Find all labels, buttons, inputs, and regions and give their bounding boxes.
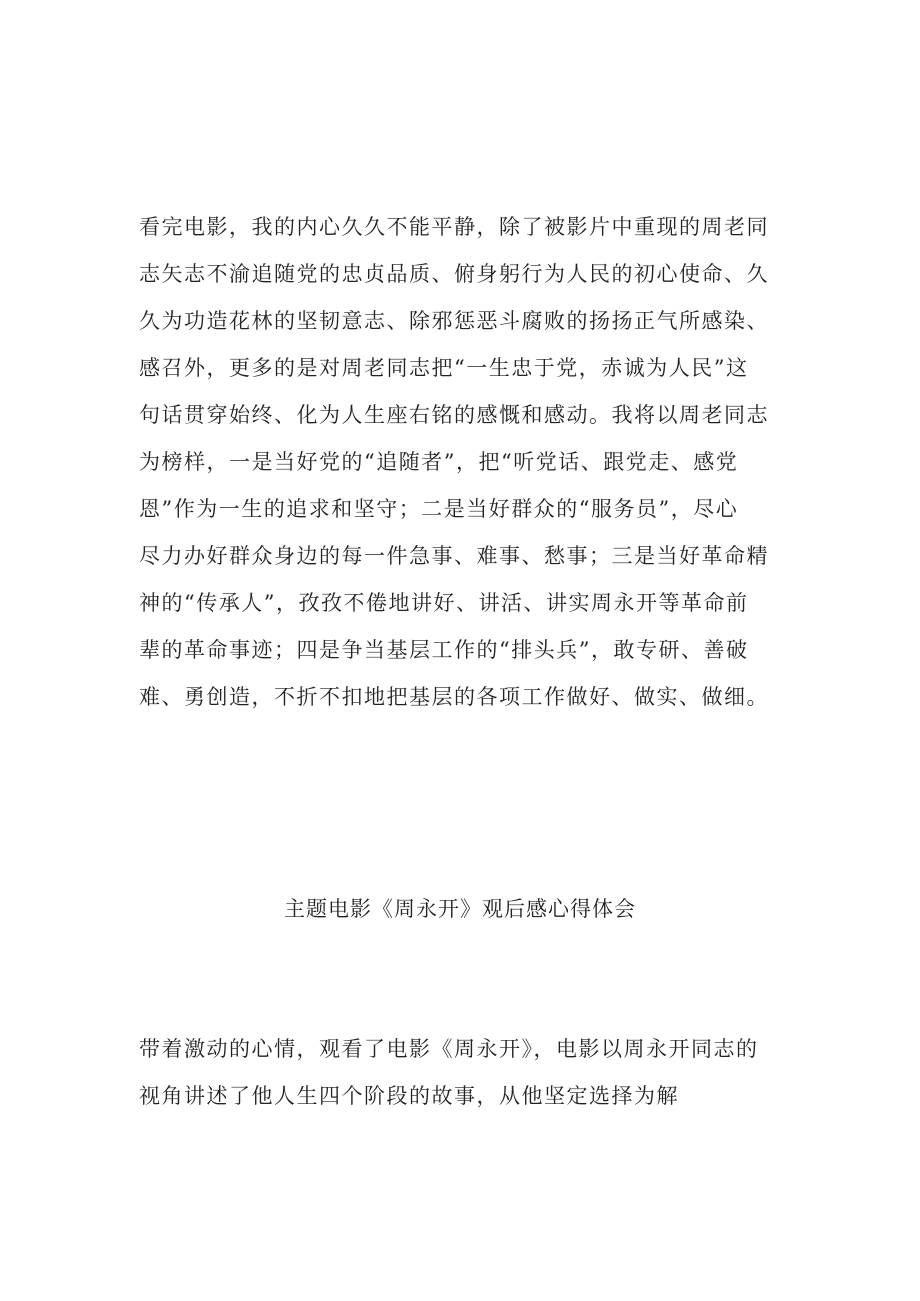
text-line: 志矢志不渝追随党的忠贞品质、俯身躬行为人民的初心使命、久	[139, 262, 769, 286]
text-line: 视角讲述了他人生四个阶段的故事，从他坚定选择为解	[139, 1084, 679, 1108]
text-line: 看完电影，我的内心久久不能平静，除了被影片中重现的周老同	[139, 215, 769, 239]
text-line: 句话贯穿始终、化为人生座右铭的感慨和感动。我将以周老同志	[139, 403, 769, 427]
text-line: 感召外，更多的是对周老同志把“一生忠于党，赤诚为人民”这	[139, 356, 749, 380]
text-line: 难、勇创造，不折不扣地把基层的各项工作做好、做实、做细。	[139, 685, 769, 709]
section-title: 主题电影《周永开》观后感心得体会	[284, 897, 636, 921]
paragraph-intro	[139, 1026, 799, 1120]
paragraph-reflection	[139, 204, 799, 721]
text-line: 尽力办好群众身边的每一件急事、难事、愁事；三是当好革命精	[139, 544, 769, 568]
text-line: 神的“传承人”，孜孜不倦地讲好、讲活、讲实周永开等革命前	[139, 591, 749, 615]
text-line: 恩”作为一生的追求和坚守；二是当好群众的“服务员”，尽心	[139, 497, 739, 521]
text-line: 为榜样，一是当好党的“追随者”，把“听党话、跟党走、感党	[139, 450, 739, 474]
text-line: 久为功造花林的坚韧意志、除邪惩恶斗腐败的扬扬正气所感染、	[139, 309, 769, 333]
text-line: 辈的革命事迹；四是争当基层工作的“排头兵”，敢专研、善破	[139, 638, 749, 662]
text-line: 带着激动的心情，观看了电影《周永开》，电影以周永开同志的	[139, 1037, 759, 1061]
